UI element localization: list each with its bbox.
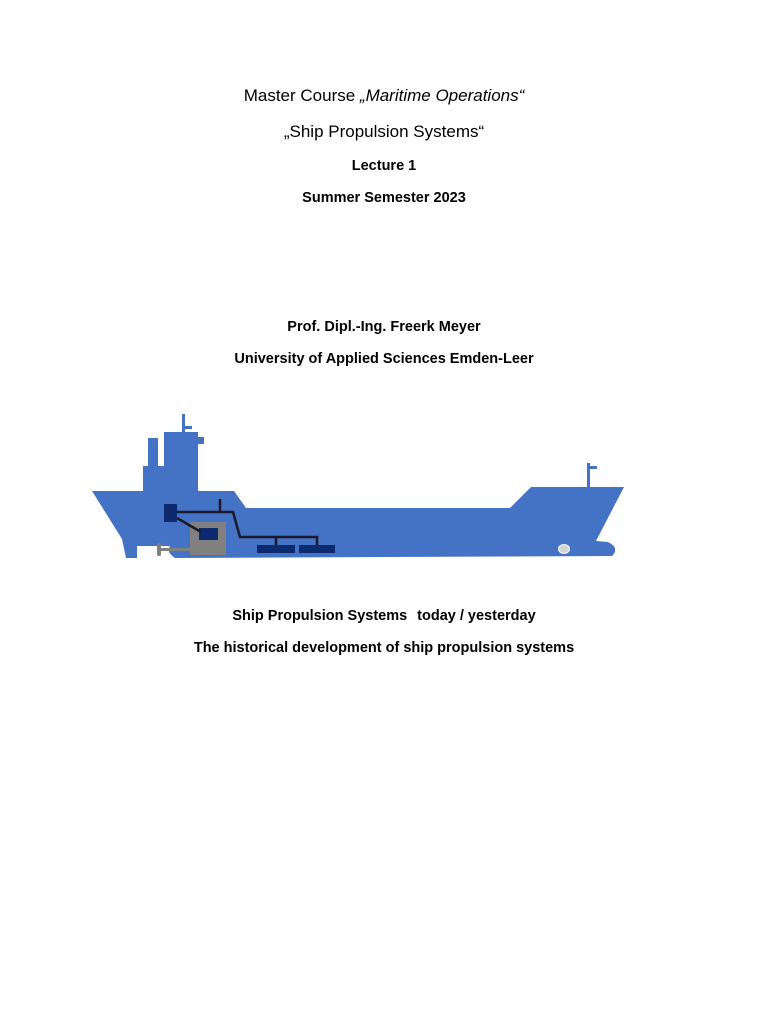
lecture-number: Lecture 1 <box>351 158 417 174</box>
ship-hull <box>92 487 624 558</box>
subject-title: „Ship Propulsion Systems“ <box>283 122 485 141</box>
course-title <box>0 86 768 106</box>
course-title-name: „Maritime Operations“ <box>359 86 525 105</box>
institution-name: University of Applied Sciences Emden-Leer <box>234 351 534 367</box>
ship-cross-section-icon <box>0 400 768 580</box>
main-engine <box>199 528 218 540</box>
topic-line <box>0 608 768 624</box>
semester: Summer Semester 2023 <box>302 190 466 206</box>
ship-bridge <box>143 466 198 492</box>
propeller-icon <box>157 543 161 556</box>
topic-subtitle: The historical development of ship propulsion systems <box>193 640 575 656</box>
topic-part2: today / yesterday <box>417 608 536 624</box>
topic-part1: Ship Propulsion Systems <box>232 608 408 624</box>
propeller-shaft <box>160 548 192 551</box>
bow-thruster-icon <box>559 545 570 554</box>
generator-2 <box>299 545 335 553</box>
author-name: Prof. Dipl.-Ing. Freerk Meyer <box>287 319 481 335</box>
ship-funnel-small <box>148 438 158 470</box>
ship-funnel-main <box>164 432 198 470</box>
aft-mast-flag <box>182 426 192 429</box>
aft-mast <box>182 414 185 434</box>
ship-funnel-cap <box>196 437 204 444</box>
generator-1 <box>257 545 295 553</box>
fore-mast-flag <box>587 466 597 469</box>
course-title-prefix: Master Course <box>243 86 360 105</box>
exhaust-unit <box>164 504 177 522</box>
ship-rudder <box>122 539 137 558</box>
